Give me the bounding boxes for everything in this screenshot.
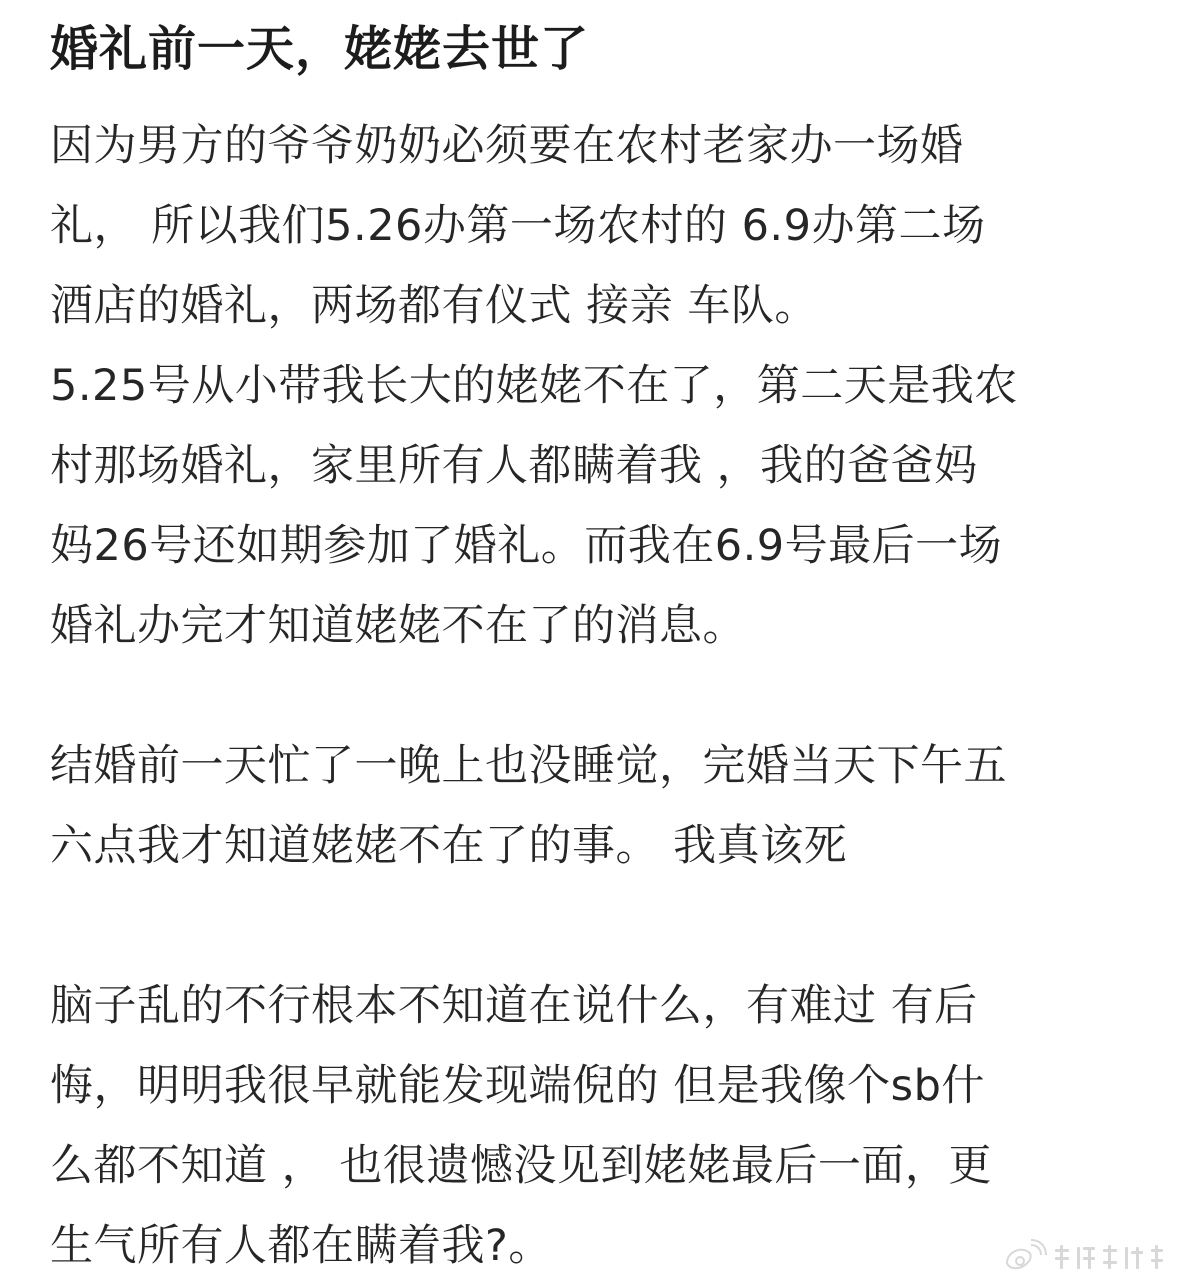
paragraph-line: 结婚前一天忙了一晚上也没睡觉，完婚当天下午五 bbox=[50, 741, 1007, 791]
paragraph-line: 礼， 所以我们5.26办第一场农村的 6.9办第二场 bbox=[50, 201, 986, 251]
paragraph-line: 生气所有人都在瞒着我?。 bbox=[50, 1221, 552, 1271]
paragraph-2 bbox=[50, 726, 1007, 886]
paragraph-line: 悔，明明我很早就能发现端倪的 但是我像个sb什 bbox=[50, 1061, 985, 1111]
paragraph-line: 婚礼办完才知道姥姥不在了的消息。 bbox=[50, 601, 746, 651]
paragraph-line: 六点我才知道姥姥不在了的事。 我真该死 bbox=[50, 821, 848, 871]
paragraph-line: 因为男方的爷爷奶奶必须要在农村老家办一场婚 bbox=[50, 121, 964, 171]
paragraph-line: 么都不知道 ， 也很遗憾没见到姥姥最后一面，更 bbox=[50, 1141, 992, 1191]
paragraph-line: 5.25号从小带我长大的姥姥不在了，第二天是我农 bbox=[50, 361, 1018, 411]
paragraph-line: 脑子乱的不行根本不知道在说什么，有难过 有后 bbox=[50, 981, 978, 1031]
paragraph-line: 村那场婚礼，家里所有人都瞒着我 ，我的爸爸妈 bbox=[50, 441, 978, 491]
post-title: 婚礼前一天，姥姥去世了 bbox=[50, 21, 590, 77]
paragraph-1 bbox=[50, 106, 1018, 666]
paragraph-line: 妈26号还如期参加了婚礼。而我在6.9号最后一场 bbox=[50, 521, 1003, 571]
paragraph-line: 酒店的婚礼，两场都有仪式 接亲 车队。 bbox=[50, 281, 818, 331]
weibo-watermark-svg bbox=[1001, 1237, 1171, 1277]
paragraph-3 bbox=[50, 966, 992, 1286]
weibo-watermark-icon bbox=[1001, 1237, 1171, 1277]
